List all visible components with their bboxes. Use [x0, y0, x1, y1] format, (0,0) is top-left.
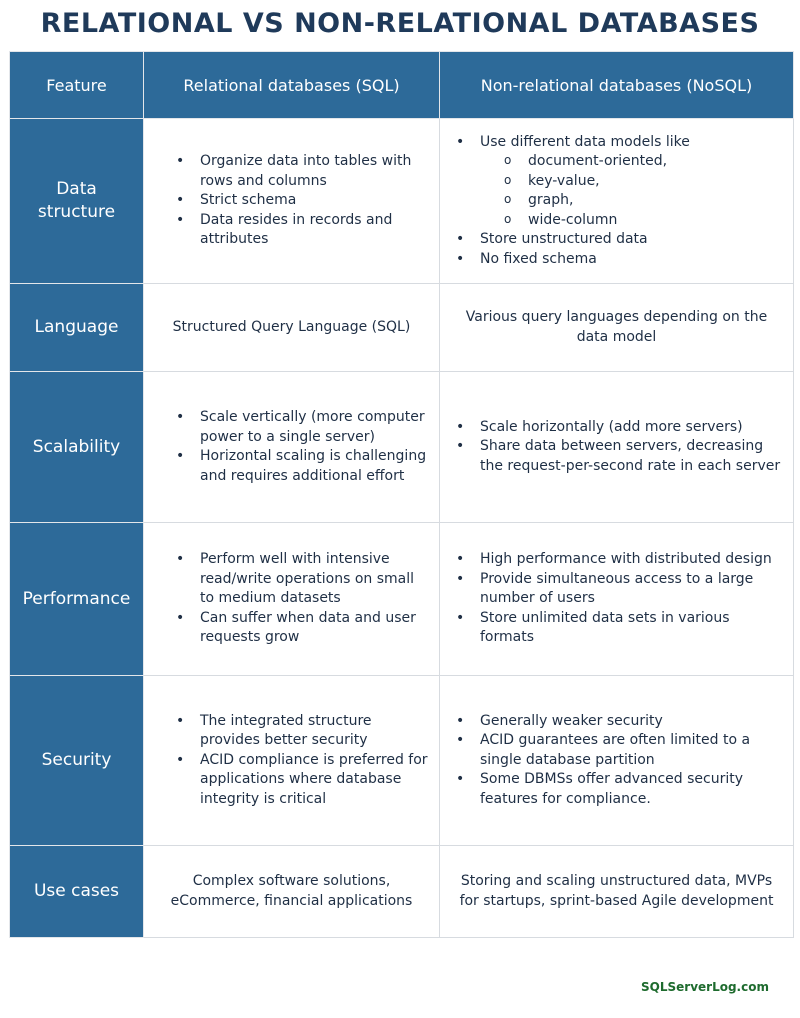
header-nonrelational: Non-relational databases (NoSQL) [440, 52, 794, 119]
sub-list-item: o wide-column [480, 211, 785, 231]
bullet-list [162, 550, 431, 648]
list-item: • ACID compliance is preferred for applications where database integrity is critical [162, 751, 431, 810]
sql-cell [144, 676, 440, 846]
sql-cell [144, 372, 440, 523]
list-item [442, 133, 785, 231]
sql-cell: Structured Query Language (SQL) [144, 284, 440, 372]
sub-list-item: o key-value, [480, 172, 785, 192]
table-row [10, 119, 794, 284]
sub-list [480, 152, 785, 230]
list-item: • Data resides in records and attributes [162, 211, 431, 250]
sub-list-item: o graph, [480, 191, 785, 211]
list-item: • Horizontal scaling is challenging and requires additional effort [162, 447, 431, 486]
bullet-list [442, 550, 785, 648]
page-title: RELATIONAL VS NON-RELATIONAL DATABASES [40, 8, 760, 39]
feature-language: Language [10, 284, 144, 372]
feature-data-structure: Data structure [37, 179, 116, 222]
table-row [10, 284, 794, 372]
bullet-list [162, 152, 431, 250]
sql-cell [144, 523, 440, 676]
sql-cell [144, 119, 440, 284]
list-item: • Generally weaker security [442, 712, 785, 732]
nosql-cell [440, 523, 794, 676]
feature-performance: Performance [10, 523, 144, 676]
list-item: • Perform well with intensive read/write operations on small to medium datasets [162, 550, 431, 609]
bullet-list [162, 712, 431, 810]
bullet-list [162, 408, 431, 486]
list-item: • ACID guarantees are often limited to a single database partition [442, 731, 785, 770]
list-item: • Organize data into tables with rows and columns [162, 152, 431, 191]
nosql-cell: Various query languages depending on the data model [440, 284, 794, 372]
bullet-list [442, 712, 785, 810]
feature-scalability: Scalability [10, 372, 144, 523]
table-row [10, 523, 794, 676]
feature-label [10, 119, 144, 284]
table-row [10, 372, 794, 523]
list-item: • Store unstructured data [442, 230, 785, 250]
list-item: • Share data between servers, decreasing the request-per-second rate in each server [442, 437, 785, 476]
bullet-list [442, 133, 785, 270]
nosql-cell: Storing and scaling unstructured data, MVPs for startups, sprint-based Agile development [440, 846, 794, 938]
bullet-list [442, 418, 785, 477]
header-relational: Relational databases (SQL) [144, 52, 440, 119]
list-item: • Some DBMSs offer advanced security features for compliance. [442, 770, 785, 809]
header-feature: Feature [10, 52, 144, 119]
feature-use-cases: Use cases [10, 846, 144, 938]
list-item: • Can suffer when data and user requests grow [162, 609, 431, 648]
nosql-cell [440, 372, 794, 523]
comparison-table [9, 51, 794, 938]
list-item-text: Use different data models like [480, 133, 690, 150]
table-header-row [10, 52, 794, 119]
list-item: • Scale vertically (more computer power to a single server) [162, 408, 431, 447]
list-item: • Strict schema [162, 191, 431, 211]
nosql-cell [440, 119, 794, 284]
sub-list-item: o document-oriented, [480, 152, 785, 172]
list-item: • Provide simultaneous access to a large number of users [442, 570, 785, 609]
list-item: • Scale horizontally (add more servers) [442, 418, 785, 438]
list-item: • The integrated structure provides better security [162, 712, 431, 751]
nosql-cell [440, 676, 794, 846]
list-item: • No fixed schema [442, 250, 785, 270]
table-row [10, 846, 794, 938]
list-item: • Store unlimited data sets in various formats [442, 609, 785, 648]
table-row [10, 676, 794, 846]
footer-source: SQLServerLog.com [641, 980, 769, 994]
list-item: • High performance with distributed design [442, 550, 785, 570]
sql-cell: Complex software solutions, eCommerce, financial applications [144, 846, 440, 938]
feature-security: Security [10, 676, 144, 846]
